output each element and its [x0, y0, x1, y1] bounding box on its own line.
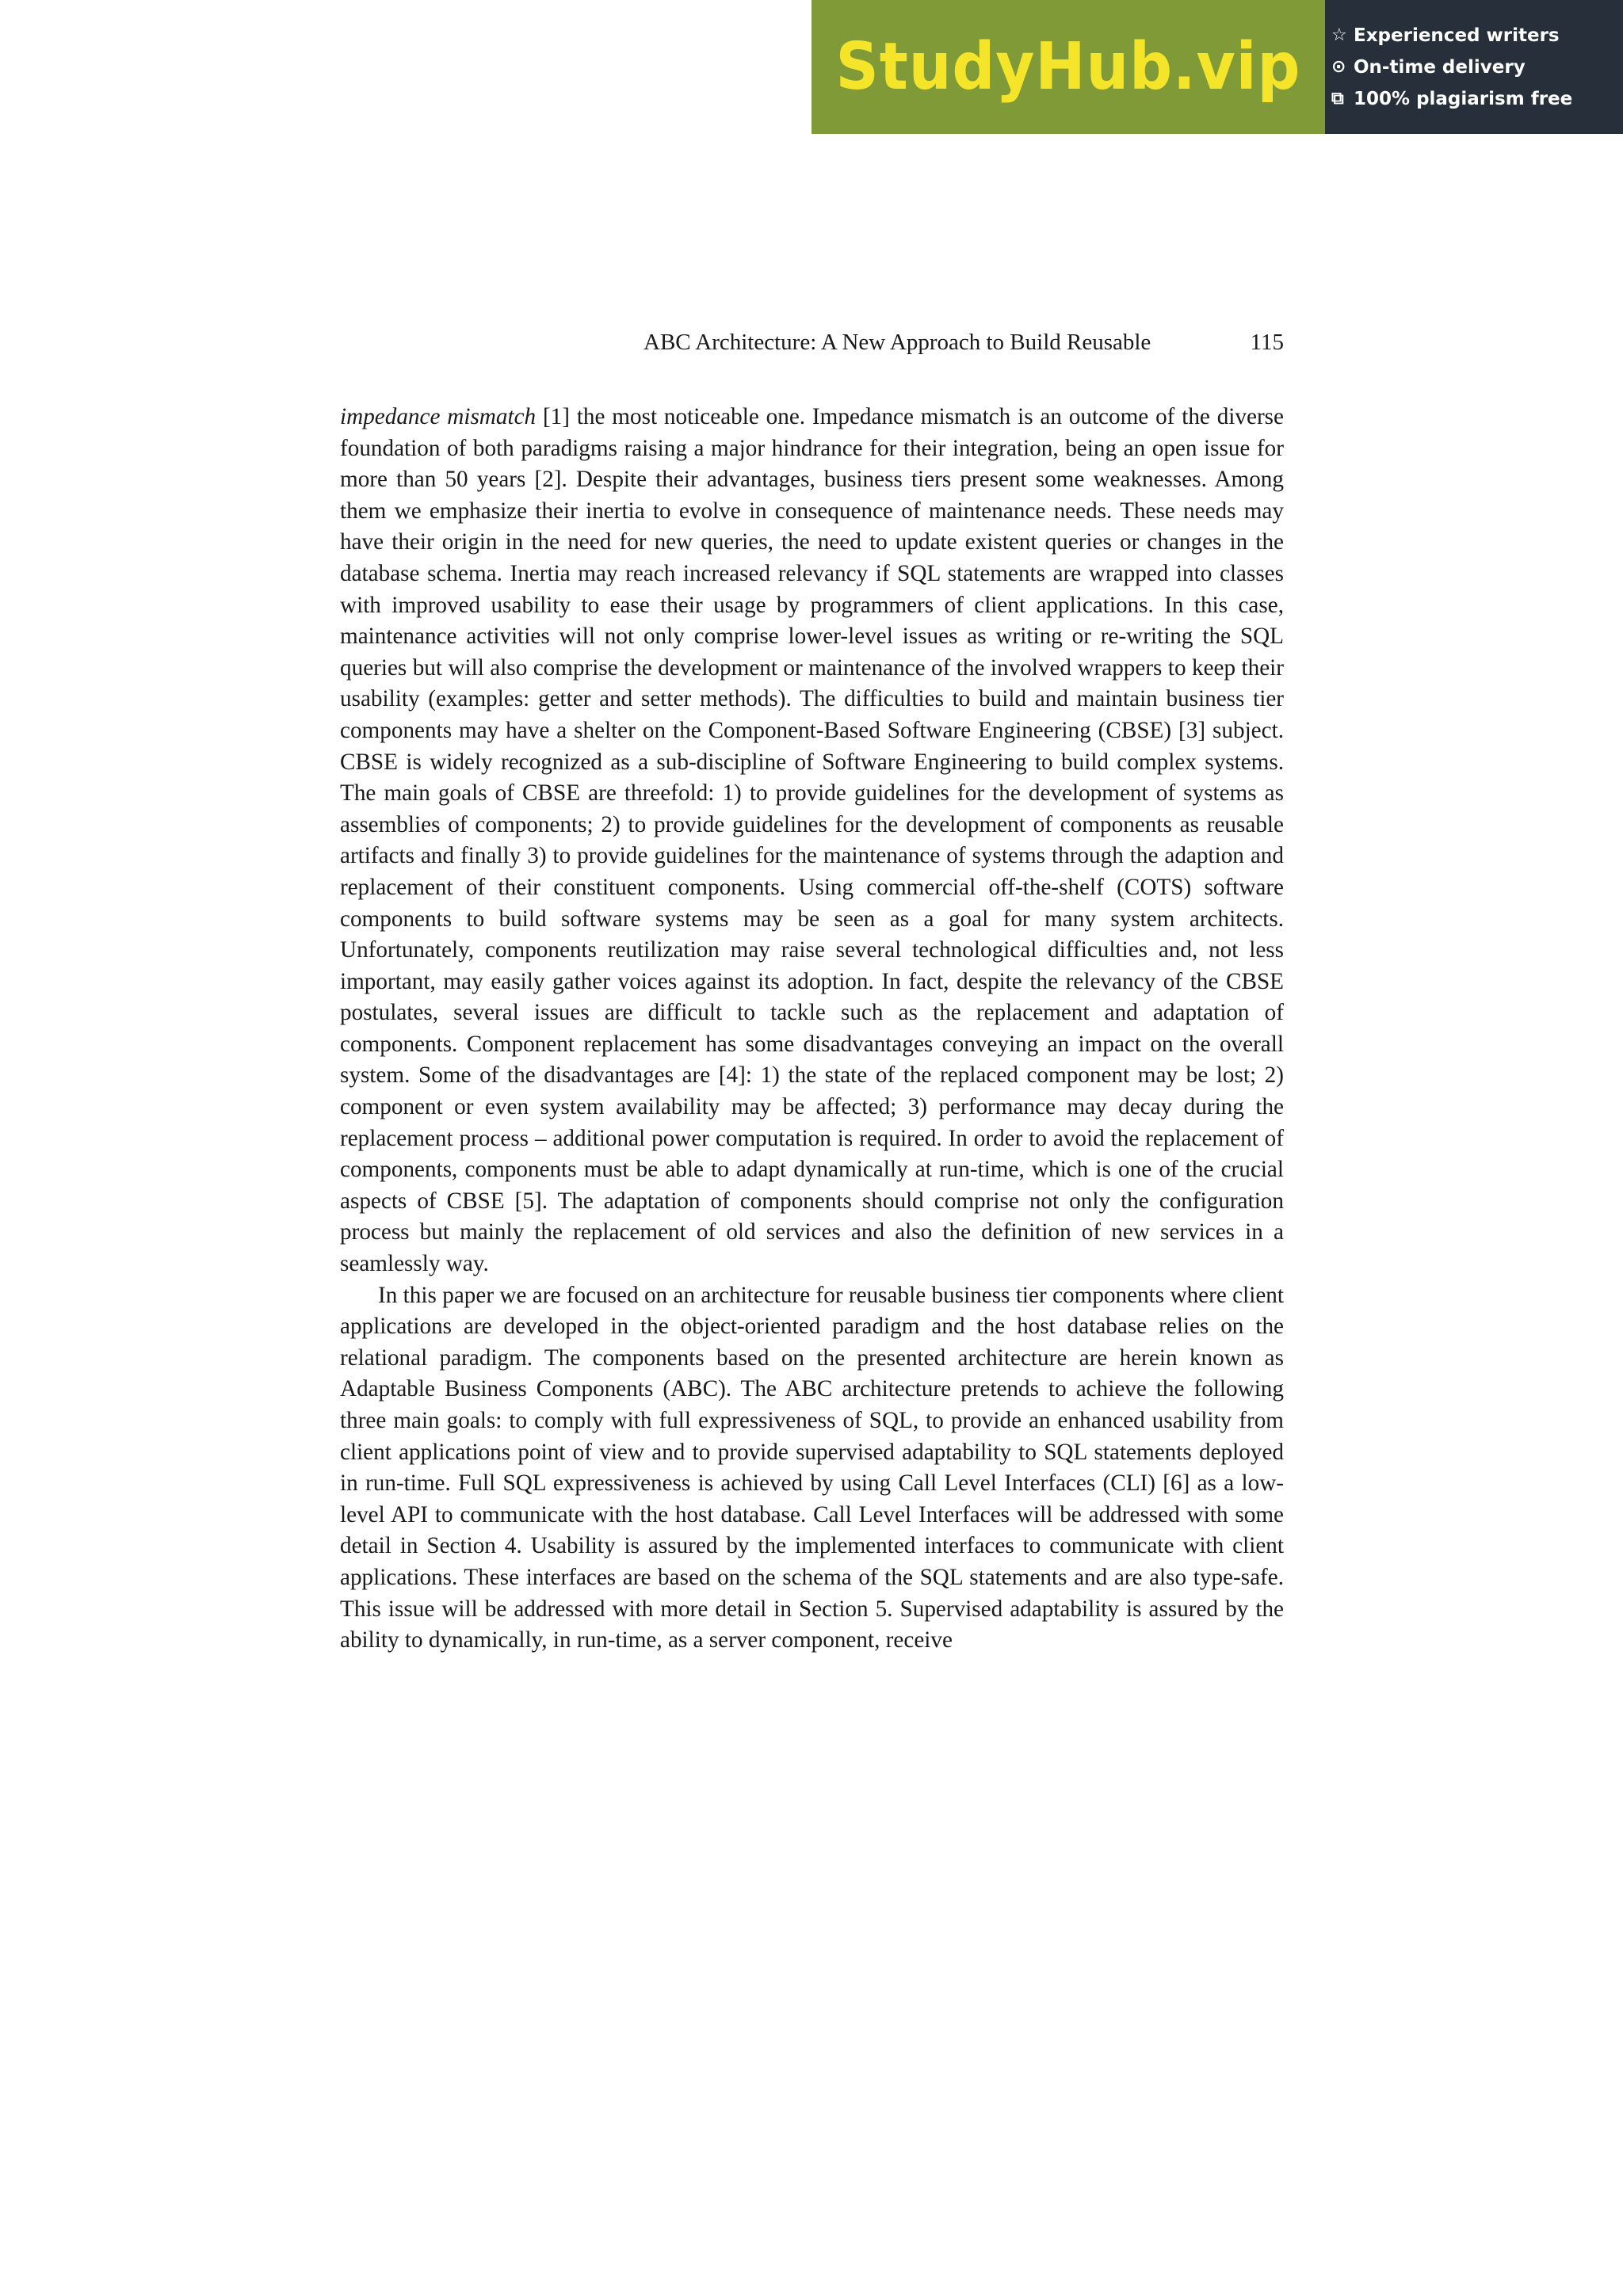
- brand-logo: StudyHub.vip: [835, 29, 1301, 105]
- feature-item: [1331, 51, 1623, 83]
- body-text: [340, 402, 1284, 1657]
- copy-icon: ⧉: [1331, 88, 1344, 109]
- brand-panel: [812, 0, 1325, 134]
- feature-label: Experienced writers: [1354, 25, 1560, 46]
- feature-list: [1325, 0, 1623, 134]
- page-number: 115: [1250, 330, 1284, 355]
- paragraph-text: [1] the most noticeable one. Impedance mismatch is an outcome of the diverse foundation of both paradigms raising a major hindrance for their integration, being an open issue for more than 50 years [2]. Despite their advantages, business tiers present some weaknesses. Among them we emphasize their inertia to evolve in consequence of maintenance needs. These needs may have their origin in the need for new queries, the need to update existent queries or changes in the database schema. Inertia may reach increased relevancy if SQL statements are wrapped into classes with improved usability to ease their usage by programmers of client applications. In this case, maintenance activities will not only comprise lower-level issues as writing or re-writing the SQL queries but will also comprise the development or maintenance of the involved wrappers to keep their usability (examples: getter and setter methods). The difficulties to build and maintain business tier components may have a shelter on the Component-Based Software Engineering (CBSE) [3] subject. CBSE is widely recognized as a sub-discipline of Software Engineering to build complex systems. The main goals of CBSE are threefold: 1) to provide guidelines for the development of systems as assemblies of components; 2) to provide guidelines for the development of components as reusable artifacts and finally 3) to provide guidelines for the maintenance of systems through the adaption and replacement of their constituent components. Using commercial off-the-shelf (COTS) software components to build software systems may be seen as a goal for many system architects. Unfortunately, components reutilization may raise several technological difficulties and, not less important, may easily gather voices against its adoption. In fact, despite the relevancy of the CBSE postulates, several issues are difficult to tackle such as the replacement and adaptation of components. Component replacement has some disadvantages conveying an impact on the overall system. Some of the disadvantages are [4]: 1) the state of the replaced component may be lost; 2) component or even system availability may be affected; 3) performance may decay during the replacement process – additional power computation is required. In order to avoid the replacement of components, components must be able to adapt dynamically at run-time, which is one of the crucial aspects of CBSE [5]. The adaptation of components should comprise not only the configuration process but mainly the replacement of old services and also the definition of new services in a seamlessly way.: [340, 404, 1284, 1277]
- feature-label: 100% plagiarism free: [1354, 88, 1573, 109]
- star-icon: ☆: [1331, 25, 1347, 45]
- running-title: ABC Architecture: A New Approach to Build Reusable: [643, 330, 1151, 355]
- paragraph: [340, 402, 1284, 1280]
- feature-label: On-time delivery: [1354, 56, 1526, 78]
- feature-item: [1331, 83, 1623, 115]
- clock-icon: ⊙: [1331, 56, 1346, 77]
- feature-item: [1331, 20, 1623, 51]
- ad-banner[interactable]: [812, 0, 1623, 134]
- paragraph: In this paper we are focused on an architecture for reusable business tier components where client applications are developed in the object-oriented paradigm and the host database relies on the relational paradigm. The components based on the presented architecture are herein known as Adaptable Business Components (ABC). The ABC architecture pretends to achieve the following three main goals: to comply with full expressiveness of SQL, to provide an enhanced usability from client applications point of view and to provide supervised adaptability to SQL statements deployed in run-time. Full SQL expressiveness is achieved by using Call Level Interfaces (CLI) [6] as a low-level API to communicate with the host database. Call Level Interfaces will be addressed with some detail in Section 4. Usability is assured by the implemented interfaces to communicate with client applications. These interfaces are based on the schema of the SQL statements and are also type-safe. This issue will be addressed with more detail in Section 5. Supervised adaptability is assured by the ability to dynamically, in run-time, as a server component, receive: [340, 1282, 1284, 1653]
- running-header: [643, 326, 1284, 358]
- emphasis-term: impedance mismatch: [340, 404, 537, 429]
